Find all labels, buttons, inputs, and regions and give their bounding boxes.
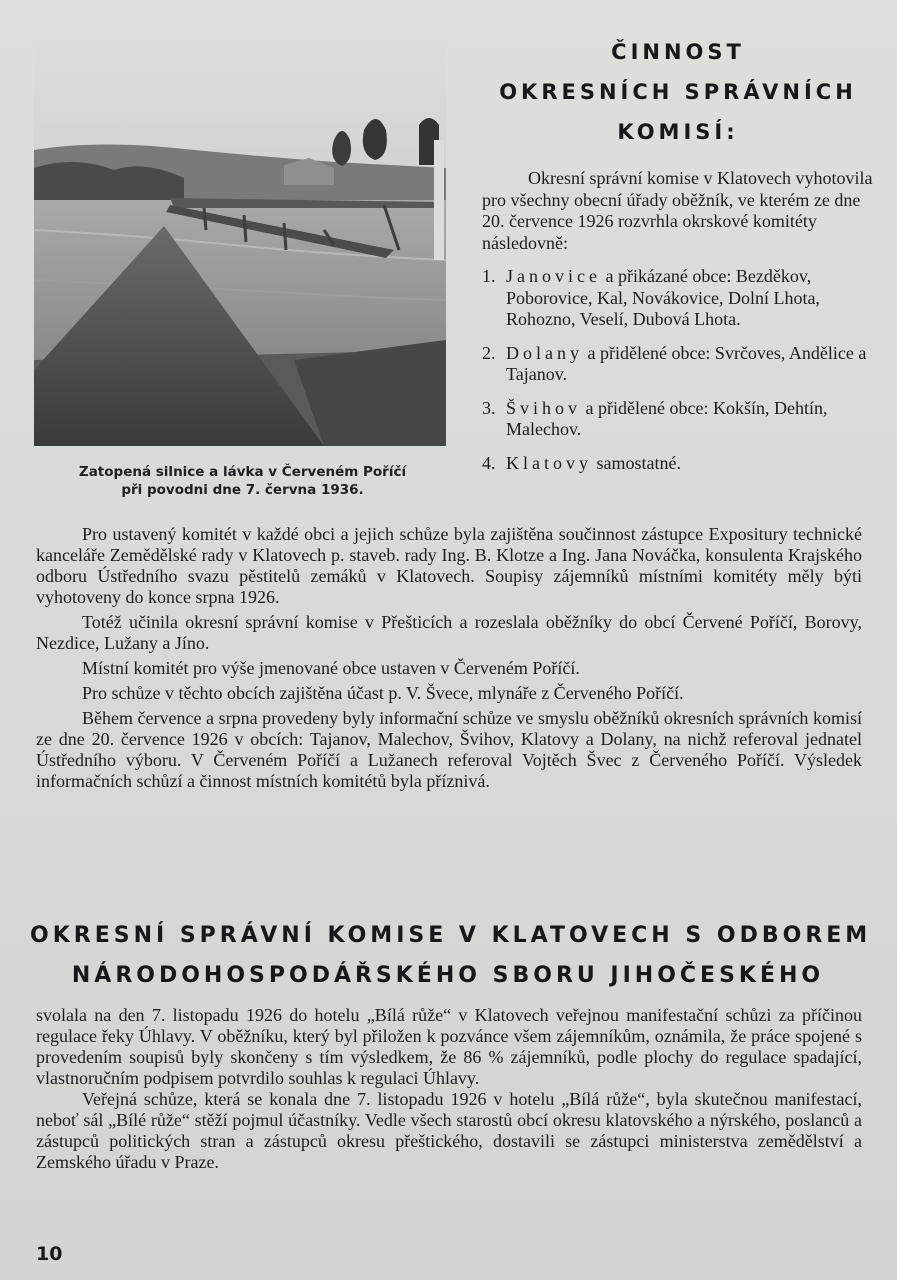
body-paragraph: Totéž učinila okresní správní komise v Přešticích a rozeslala oběžníky do obcí Červené Poříčí, Borovy, Nezdice, Lužany a Jíno. [36, 612, 862, 653]
body-paragraph: Místní komitét pro výše jmenované obce ustaven v Červeném Poříčí. [82, 658, 580, 678]
committee-name: Švihov [506, 397, 582, 418]
list-item [482, 453, 874, 475]
caption-line: při povodni dne 7. června 1936. [121, 482, 364, 498]
heading-line: OKRESNÍCH SPRÁVNÍCH [499, 80, 857, 104]
heading-line: KOMISÍ: [617, 120, 739, 144]
committee-list [482, 266, 874, 474]
list-item [482, 398, 874, 441]
list-item [482, 343, 874, 386]
flood-photo [34, 30, 446, 446]
heading-line: OKRESNÍ SPRÁVNÍ KOMISE V KLATOVECH S ODBOREM [30, 923, 872, 948]
intro-paragraph: Okresní správní komise v Klatovech vyhotovila pro všechny obecní úřady oběžník, ve kterém ze dne 20. července 1926 rozvrhla okrskové komitéty následovně: [482, 168, 873, 253]
heading-line: ČINNOST [611, 40, 745, 64]
list-number: 2. [482, 342, 496, 363]
committee-name: Dolany [506, 342, 583, 363]
section-text [36, 1005, 862, 1173]
section-heading [30, 916, 872, 996]
list-number: 3. [482, 397, 496, 418]
photo-caption [30, 463, 455, 499]
body-text [36, 524, 862, 796]
body-paragraph: Pro schůze v těchto obcích zajištěna účast p. V. Švece, mlynáře z Červeného Poříčí. [82, 683, 684, 703]
heading-line: NÁRODOHOSPODÁŘSKÉHO SBORU JIHOČESKÉHO [71, 963, 825, 988]
list-number: 1. [482, 266, 496, 286]
list-number: 4. [482, 452, 496, 473]
committee-text: samostatné. [592, 452, 681, 473]
caption-line: Zatopená silnice a lávka v Červeném Poříčí [78, 464, 407, 480]
committee-name: Janovice [506, 266, 601, 286]
section-paragraph: Veřejná schůze, která se konala dne 7. listopadu 1926 v hotelu „Bílá růže“, byla skutečnou manifestací, neboť sál „Bílé růže“ stěží pojmul účastníky. Vedle všech starostů obcí okresu klatovského a nýrského, poslanců a zástupců politických stran a zástupců okresu přeštického, dostavili se zástupci ministerstva zemědělství a Zemského úřadu v Praze. [36, 1089, 862, 1172]
committee-text: a přikázané obce: Bezděkov, Poborovice, Kal, Novákovice, Dolní Lhota, Rohozno, Veselí, Dubová Lhota. [506, 266, 820, 329]
committee-text: a přidělené obce: Svrčoves, Andělice a Tajanov. [506, 342, 867, 384]
committee-text: a přidělené obce: Kokšín, Dehtín, Malechov. [506, 397, 828, 439]
flood-photo-image [34, 30, 446, 446]
list-item [482, 266, 874, 331]
right-heading [468, 32, 888, 152]
right-column-text [482, 168, 874, 486]
section-paragraph: svolala na den 7. listopadu 1926 do hotelu „Bílá růže“ v Klatovech veřejnou manifestační schůzi za příčinou regulace řeky Úhlavy. V oběžníku, který byl přiložen k pozvánce všem zájemníkům, oznámila, že práce spojené s provedením soupisů byly skončeny s tím výsledkem, že 86 % zájemníků, podle plochy do regulace spadající, vlastnoručním podpisem potvrdilo souhlas k regulaci Úhlavy. [36, 1005, 862, 1088]
body-paragraph: Pro ustavený komitét v každé obci a jejich schůze byla zajištěna součinnost zástupce Expositury technické kanceláře Zemědělské rady v Klatovech p. staveb. rady Ing. B. Klotze a Ing. Jana Nováčka, konsulenta Krajského odboru Ústředního svazu pěstitelů zemáků v Klatovech. Soupisy zájemníků místními komitéty měly býti vyhotoveny do konce srpna 1926. [36, 524, 862, 607]
body-paragraph: Během července a srpna provedeny byly informační schůze ve smyslu oběžníků okresních správních komisí ze dne 20. července 1926 v obcích: Tajanov, Malechov, Švihov, Klatovy a Dolany, na nichž referoval jednatel Ústředního výboru. V Červeném Poříčí a Lužanech referoval Vojtěch Švec z Červeného Poříčí. Výsledek informačních schůzí a činnost místních komitétů byla příznivá. [36, 708, 862, 791]
page-number: 10 [36, 1243, 63, 1265]
committee-name: Klatovy [506, 452, 592, 473]
